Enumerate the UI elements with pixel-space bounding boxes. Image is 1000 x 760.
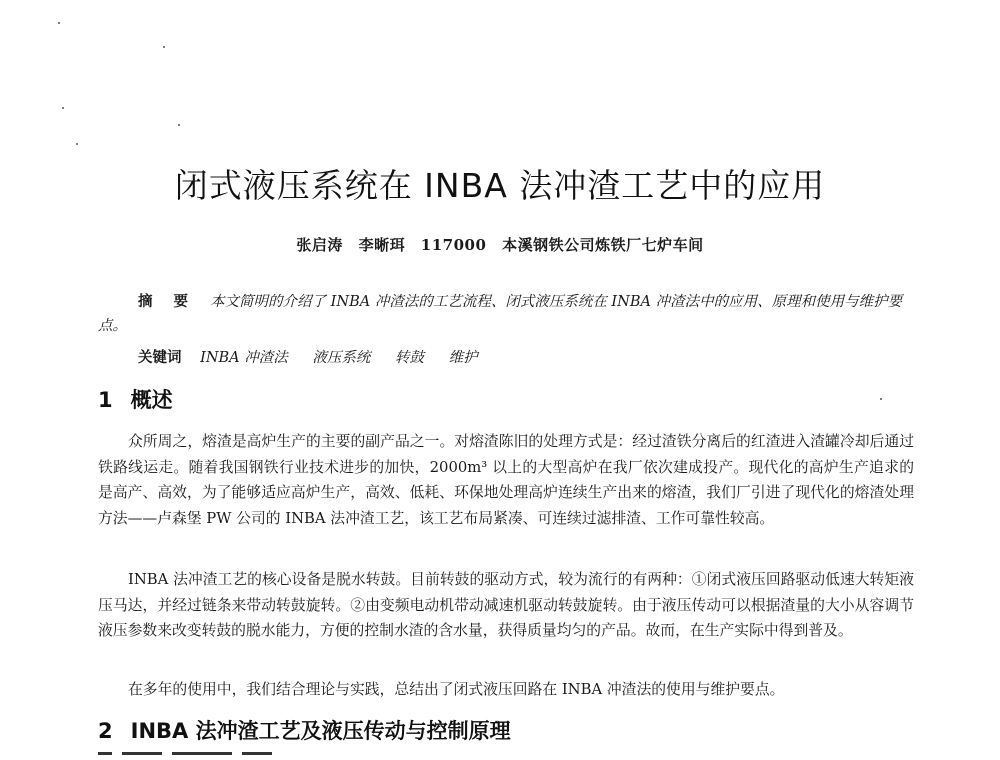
abstract-text: 本文简明的介绍了 INBA 冲渣法的工艺流程、闭式液压系统在 INBA 冲渣法中的应用、原理和使用与维护要点。: [98, 294, 903, 334]
scan-speck: [58, 22, 60, 24]
paragraph: INBA 法冲渣工艺的核心设备是脱水转鼓。目前转鼓的驱动方式，较为流行的有两种：①闭式液压回路驱动低速大转矩液压马达，并经过链条来带动转鼓旋转。②由变频电动机带动减速机驱动转鼓旋转。由于液压传动可以根据渣量的大小从容调节液压参数来改变转鼓的脱水能力，方便的控制水渣的含水量，获得质量均匀的产品。故而，在生产实际中得到普及。: [98, 571, 914, 640]
section-number: 1: [98, 388, 113, 412]
cut-off-text-line: [98, 752, 318, 760]
section-number: 2: [98, 719, 113, 743]
scan-speck: [880, 398, 882, 400]
paragraph: 在多年的使用中，我们结合理论与实践，总结出了闭式液压回路在 INBA 冲渣法的使用与维护要点。: [128, 681, 785, 698]
section-title: INBA 法冲渣工艺及液压传动与控制原理: [130, 719, 511, 743]
scan-speck: [178, 124, 180, 126]
keywords-label: 关键词: [138, 349, 182, 366]
scan-speck: [76, 143, 78, 145]
section-title: 概述: [130, 388, 173, 412]
keyword: 维护: [448, 350, 478, 366]
scan-speck: [163, 46, 165, 48]
keyword: INBA 冲渣法: [200, 350, 288, 366]
author-line: 张启涛 李晰珥 117000 本溪钢铁公司炼铁厂七炉车间: [296, 236, 704, 254]
section-heading: [98, 715, 511, 745]
keyword: 液压系统: [312, 350, 371, 366]
scan-speck: [62, 107, 64, 109]
abstract-label: 摘 要: [138, 293, 197, 310]
paragraph: 众所周之，熔渣是高炉生产的主要的副产品之一。对熔渣陈旧的处理方式是：经过渣铁分离后的红渣进入渣罐冷却后通过铁路线运走。随着我国钢铁行业技术进步的加快，2000m³ 以上的大型高炉在我厂依次建成投产。现代化的高炉生产追求的是高产、高效，为了能够适应高炉生产，高效、低耗、环保地处理高炉连续生产出来的熔渣，我们厂引进了现代化的熔渣处理方法——卢森堡 PW 公司的 INBA 法冲渣工艺，该工艺布局紧凑、可连续过滤排渣、工作可靠性较高。: [98, 433, 914, 527]
keywords: [138, 346, 498, 367]
section-heading: [98, 384, 173, 414]
keyword: 转鼓: [394, 350, 424, 366]
abstract: [98, 290, 918, 338]
paper-title: 闭式液压系统在 INBA 法冲渣工艺中的应用: [174, 166, 826, 205]
